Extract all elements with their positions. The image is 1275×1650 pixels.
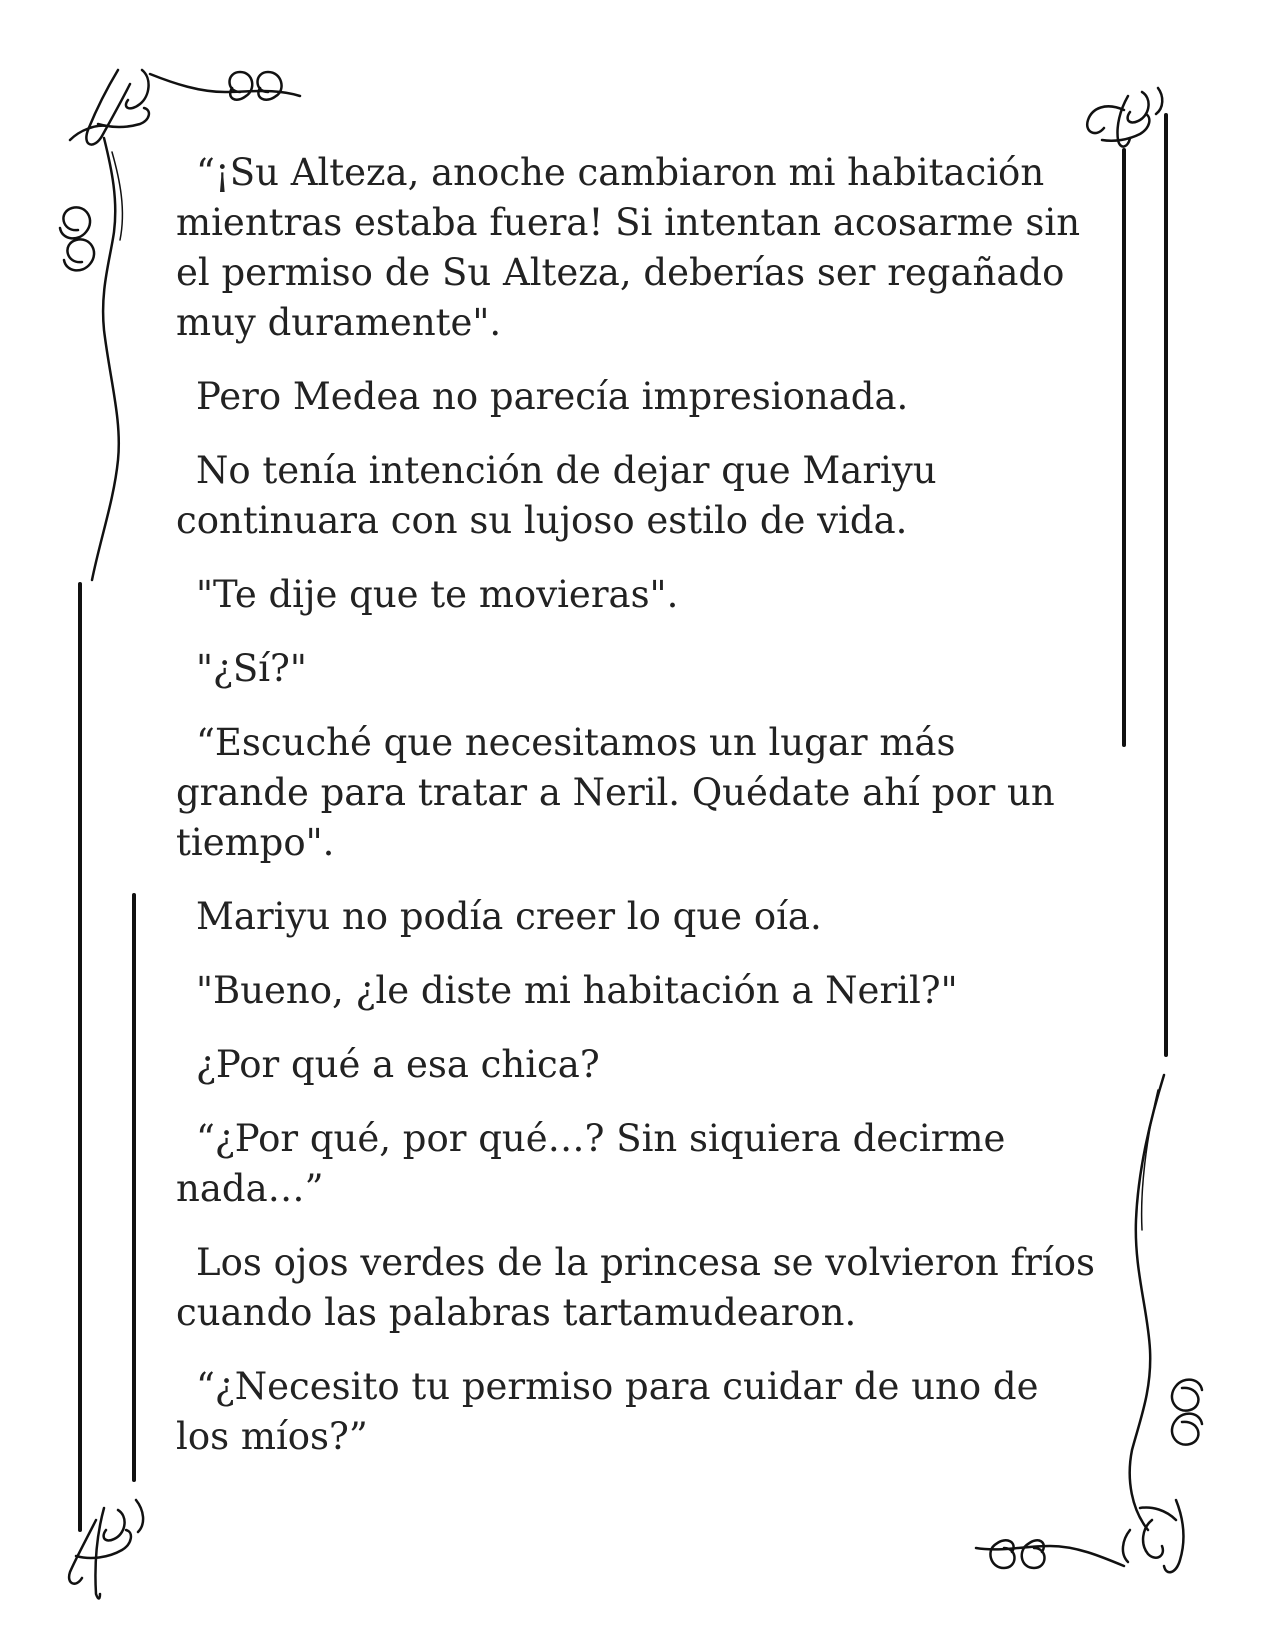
paragraph: “¡Su Alteza, anoche cambiaron mi habitación mientras estaba fuera! Si intentan acosarme sin el permiso de Su Alteza, deberías ser regañado muy duramente". bbox=[176, 151, 1081, 344]
paragraph: “Escuché que necesitamos un lugar más grande para tratar a Neril. Quédate ahí por un tiempo". bbox=[176, 721, 1055, 864]
paragraph: "¿Sí?" bbox=[196, 647, 307, 690]
story-text bbox=[176, 148, 1096, 1486]
paragraph: "Te dije que te movieras". bbox=[196, 573, 679, 616]
paragraph: Pero Medea no parecía impresionada. bbox=[196, 375, 909, 418]
top-right-scroll-icon bbox=[1087, 88, 1166, 1055]
paragraph: Los ojos verdes de la princesa se volvieron fríos cuando las palabras tartamudearon. bbox=[176, 1241, 1095, 1334]
paragraph: “¿Por qué, por qué…? Sin siquiera decirme nada…” bbox=[176, 1117, 1006, 1210]
paragraph: “¿Necesito tu permiso para cuidar de uno de los míos?” bbox=[176, 1365, 1039, 1458]
paragraph: No tenía intención de dejar que Mariyu continuara con su lujoso estilo de vida. bbox=[176, 449, 937, 542]
paragraph: Mariyu no podía creer lo que oía. bbox=[196, 895, 822, 938]
paragraph: ¿Por qué a esa chica? bbox=[196, 1043, 600, 1086]
paragraph: "Bueno, ¿le diste mi habitación a Neril?" bbox=[196, 969, 958, 1012]
left-border-lines bbox=[80, 584, 134, 1530]
